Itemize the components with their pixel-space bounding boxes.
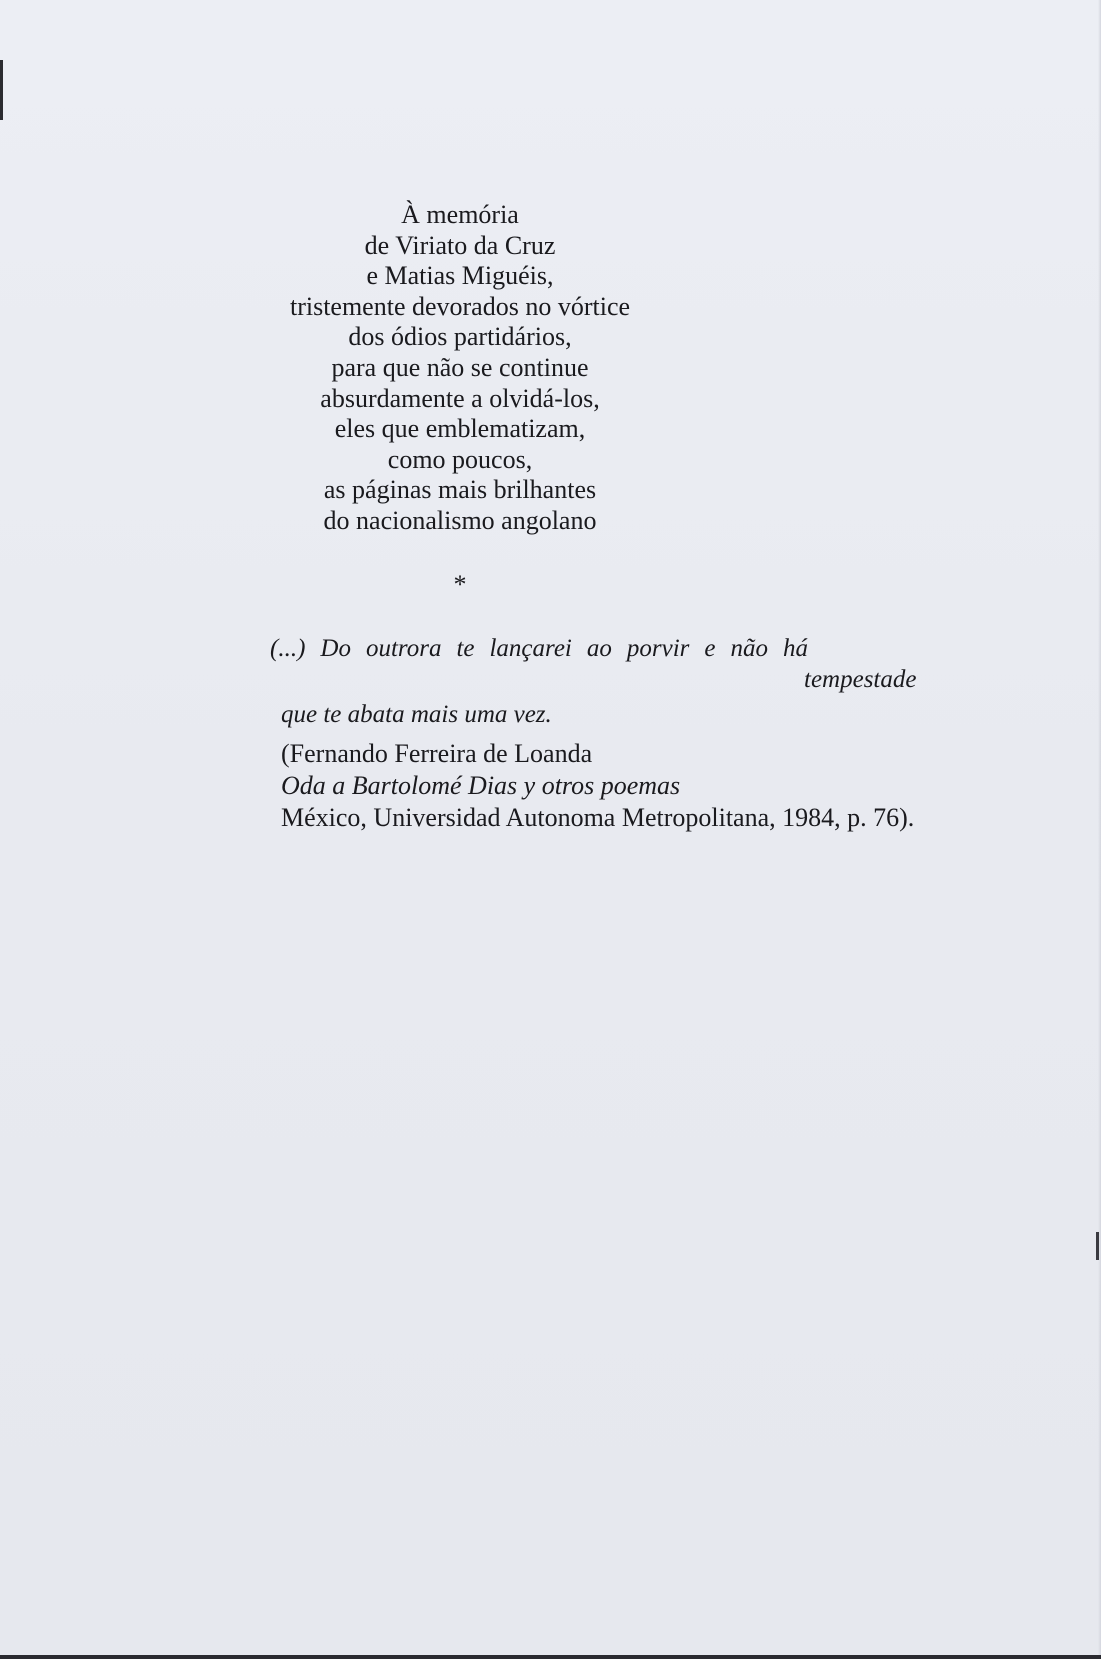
dedication-line: as páginas mais brilhantes bbox=[323, 475, 597, 505]
dedication-line: para que não se continue bbox=[331, 352, 589, 382]
dedication-line: e Matias Miguéis, bbox=[366, 261, 554, 291]
source-author: (Fernando Ferreira de Loanda bbox=[281, 739, 593, 768]
epigraph-line-1: (...) Do outrora te lançarei ao porvir e não há bbox=[270, 635, 808, 662]
dedication-line: tristemente devorados no vórtice bbox=[289, 291, 631, 321]
section-separator: * bbox=[453, 570, 467, 599]
source-publication: México, Universidad Autonoma Metropolitana, 1984, p. 76). bbox=[281, 803, 915, 832]
dedication-line: À memória bbox=[401, 200, 519, 229]
scan-edge-mark-right bbox=[1096, 1232, 1099, 1260]
dedication-line: eles que emblematizam, bbox=[334, 414, 586, 444]
epigraph-line-3: que te abata mais uma vez. bbox=[281, 701, 552, 728]
page-bottom-edge bbox=[0, 1655, 1101, 1659]
dedication-line: absurdamente a olvidá-los, bbox=[320, 383, 600, 413]
dedication bbox=[240, 200, 680, 537]
dedication-line: de Viriato da Cruz bbox=[364, 230, 556, 260]
source-work-title: Oda a Bartolomé Dias y otros poemas bbox=[281, 771, 681, 800]
dedication-line: dos ódios partidários, bbox=[348, 322, 572, 352]
dedication-line: como poucos, bbox=[387, 444, 533, 474]
dedication-line: do nacionalismo angolano bbox=[323, 505, 597, 535]
epigraph-line-2: tempestade bbox=[804, 666, 917, 693]
epigraph-source bbox=[281, 738, 914, 834]
scan-edge-mark bbox=[0, 60, 3, 120]
